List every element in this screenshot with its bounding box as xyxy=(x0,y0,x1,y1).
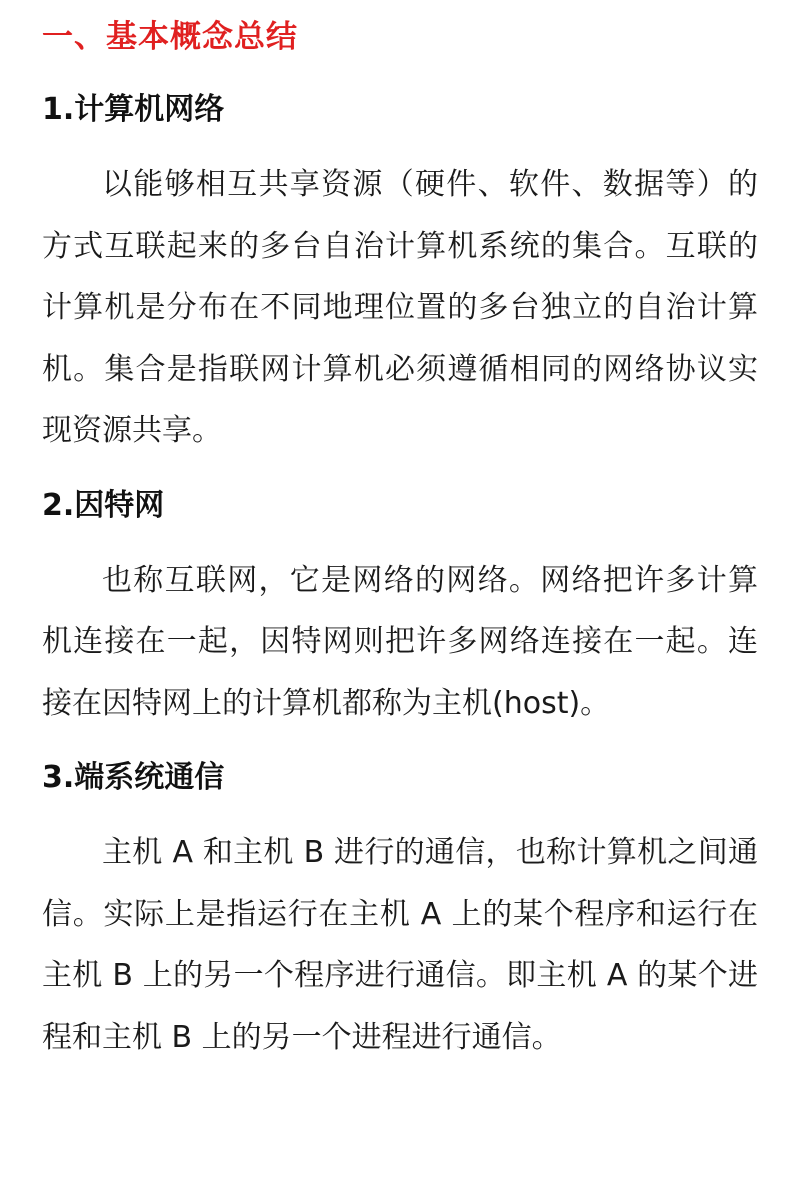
page-title: 一、基本概念总结 xyxy=(42,19,298,55)
section-internet xyxy=(42,484,758,735)
section-end-system-communication xyxy=(42,756,758,1068)
section-heading: 3.端系统通信 xyxy=(42,760,225,795)
section-heading: 2.因特网 xyxy=(42,487,165,523)
section-paragraph: 以能够相互共享资源（硬件、软件、数据等）的方式互联起来的多台自治计算机系统的集合。互联的计算机是分布在不同地理位置的多台独立的自治计算机。集合是指联网计算机必须遵循相同的网络协议实现资源共享。 xyxy=(42,167,758,448)
section-paragraph: 也称互联网，它是网络的网络。网络把许多计算机连接在一起，因特网则把许多网络连接在一起。连接在因特网上的计算机都称为主机(host)。 xyxy=(42,562,758,721)
section-computer-network xyxy=(42,88,758,462)
section-paragraph: 主机 A 和主机 B 进行的通信，也称计算机之间通信。实际上是指运行在主机 A 上的某个程序和运行在主机 B 上的另一个程序进行通信。即主机 A 的某个进程和主机 B 上的另一个进程进行通信。 xyxy=(42,835,758,1055)
section-heading: 1.计算机网络 xyxy=(42,92,225,127)
